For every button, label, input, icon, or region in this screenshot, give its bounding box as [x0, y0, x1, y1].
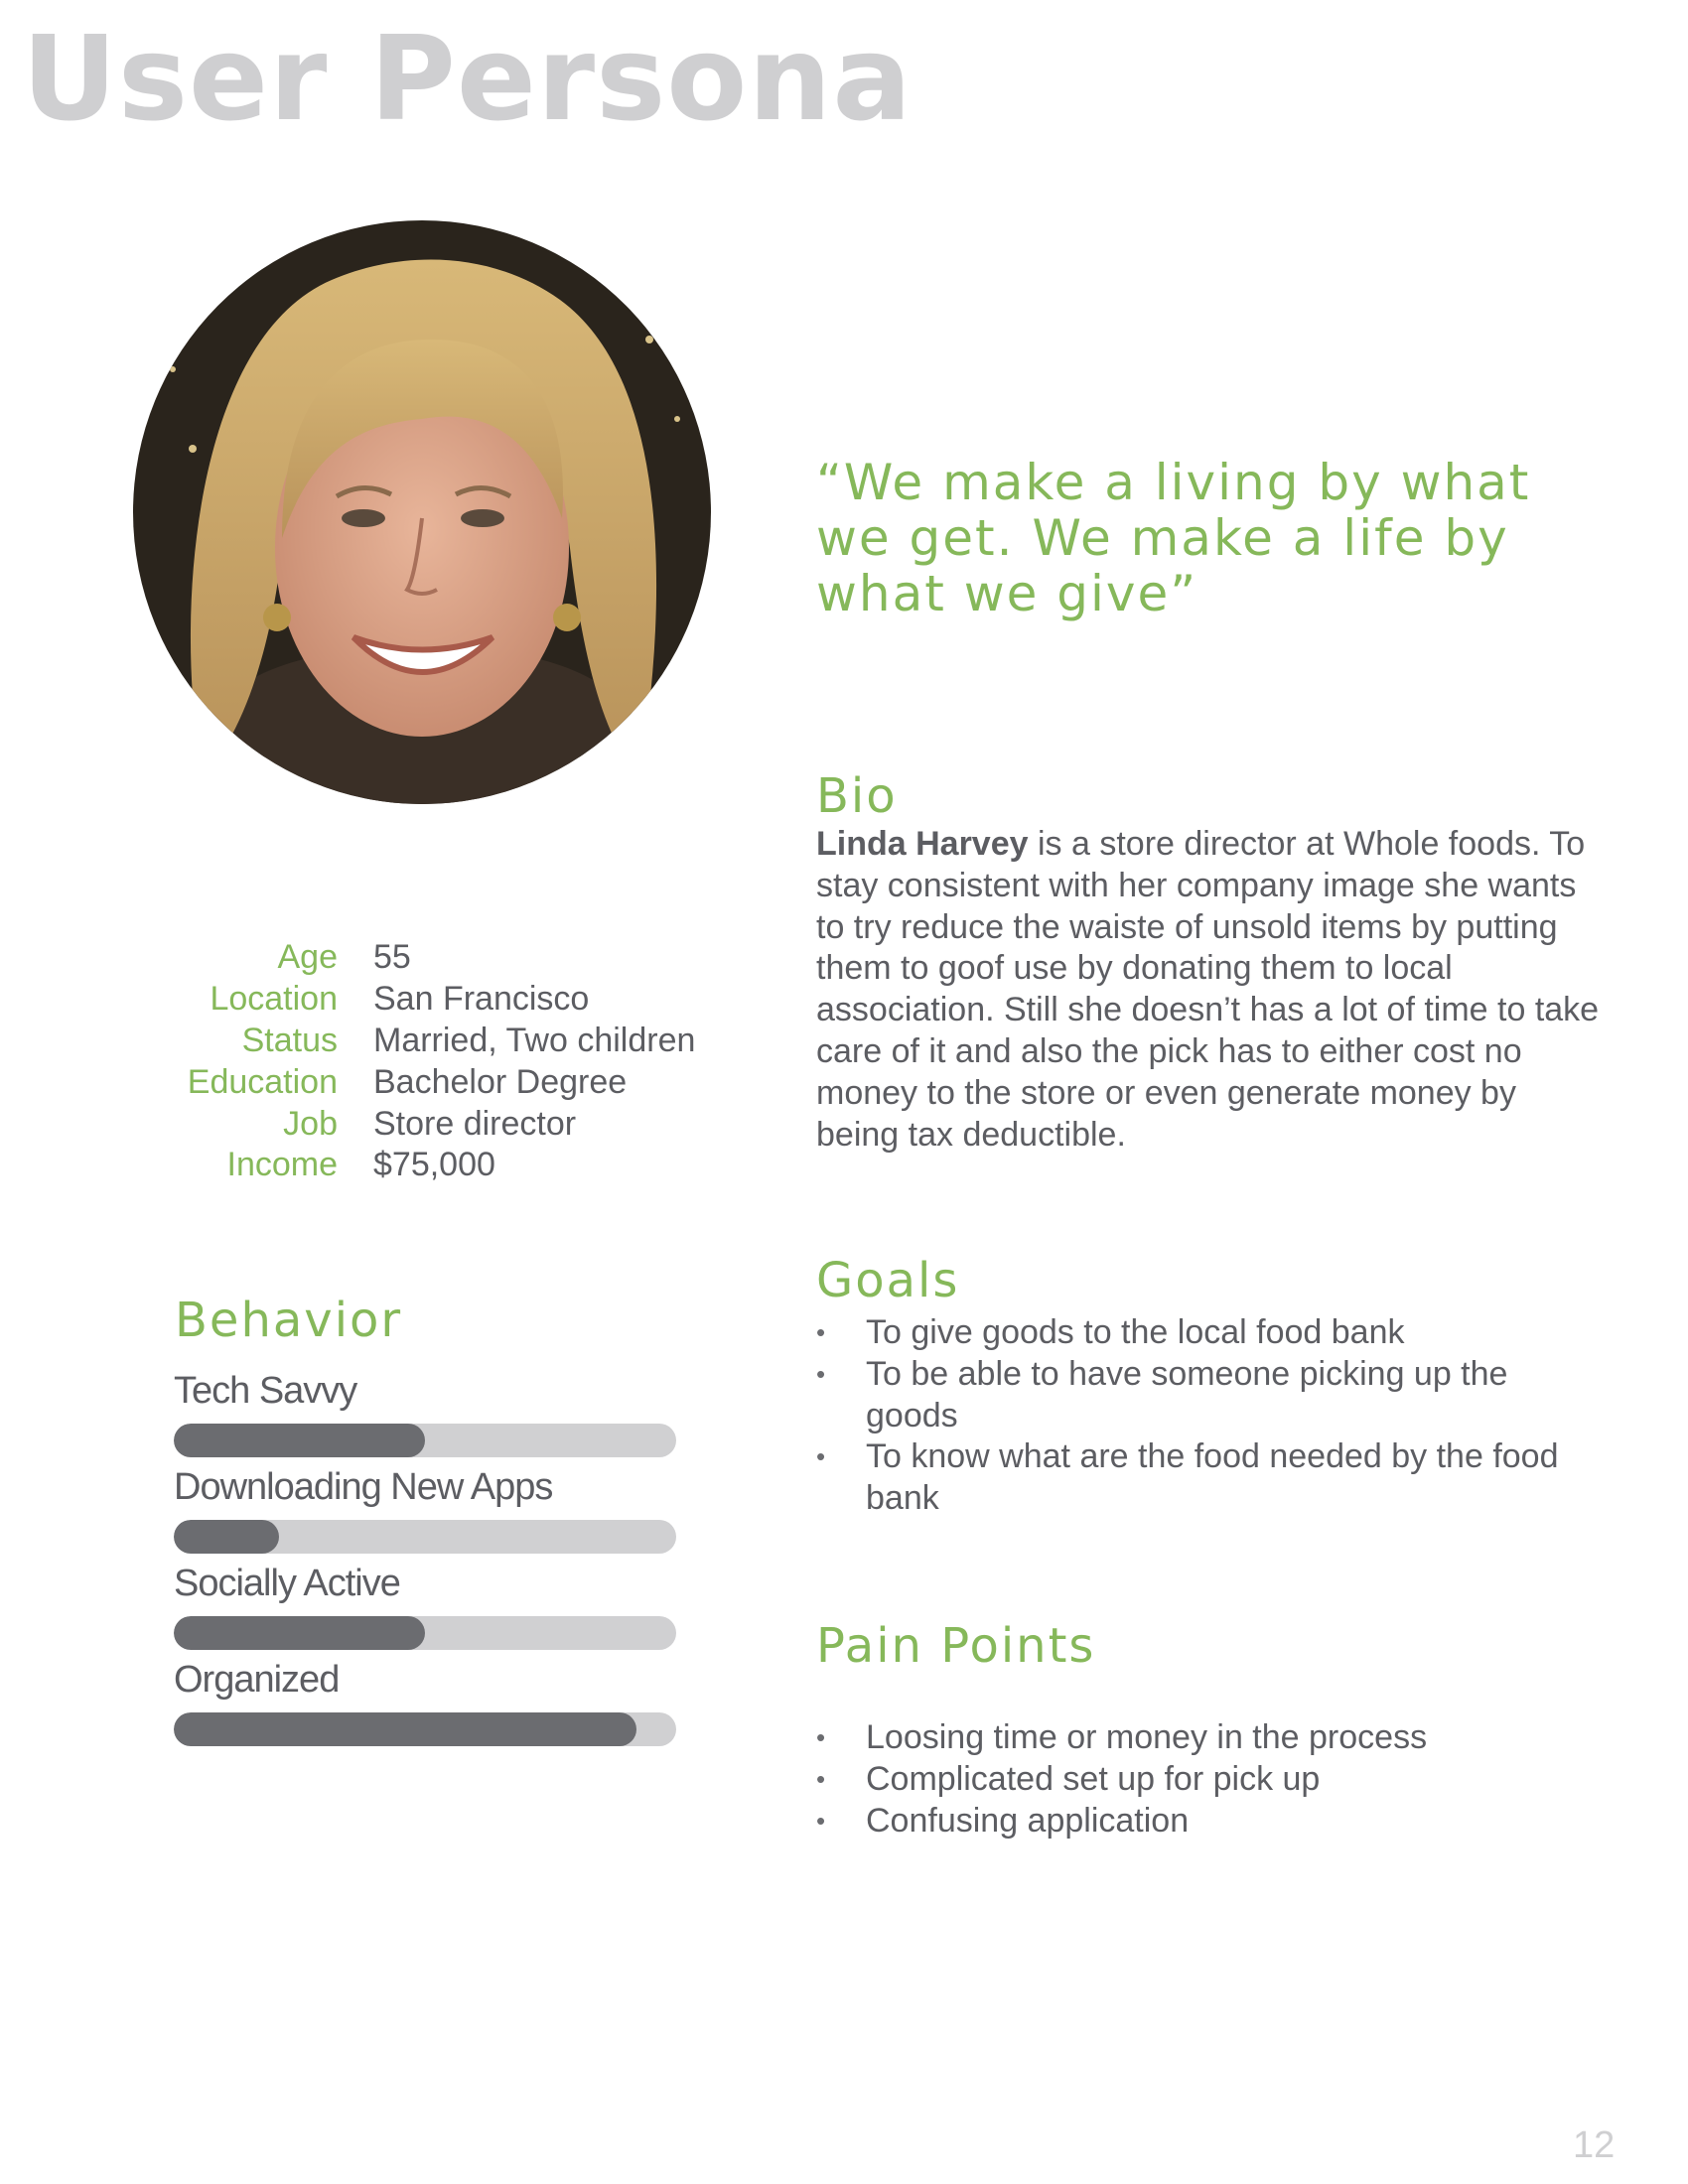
persona-name: Linda Harvey — [816, 825, 1029, 863]
trait-label: Downloading New Apps — [174, 1466, 553, 1508]
behavior-trait — [174, 1659, 680, 1755]
stat-value: Store director — [373, 1104, 577, 1143]
stat-value: 55 — [373, 938, 411, 977]
stat-row-location — [119, 979, 755, 1021]
trait-bar-track — [174, 1520, 676, 1554]
stat-value: Married, Two children — [373, 1021, 696, 1059]
stat-row-income — [119, 1145, 755, 1186]
list-item: • To know what are the food needed by the food bank — [814, 1436, 1599, 1520]
stat-label: Location — [210, 980, 338, 1019]
stat-value: San Francisco — [373, 980, 590, 1019]
persona-quote: “We make a living by what we get. We make a life by what we give” — [816, 454, 1531, 622]
stat-label: Age — [277, 938, 338, 977]
bio-text — [816, 824, 1601, 1156]
list-item: • Complicated set up for pick up — [814, 1759, 1599, 1801]
trait-bar-fill — [174, 1712, 636, 1746]
behavior-trait — [174, 1370, 680, 1466]
trait-bar-fill — [174, 1616, 425, 1650]
stat-value: $75,000 — [373, 1146, 495, 1184]
page-number: 12 — [1573, 2124, 1616, 2166]
bio-heading: Bio — [816, 768, 898, 824]
list-item: • Confusing application — [814, 1801, 1599, 1843]
trait-label: Tech Savvy — [174, 1370, 357, 1412]
trait-bar-track — [174, 1424, 676, 1457]
page-title: User Persona — [22, 10, 913, 147]
behavior-trait — [174, 1563, 680, 1659]
list-item: • To give goods to the local food bank — [814, 1312, 1599, 1354]
persona-photo-illustration — [133, 220, 711, 804]
bio-body: is a store director at Whole foods. To stay consistent with her company image she wants to try reduce the waiste of unsold items by putting them to goof use by donating them to local association. Still she doesn’t has a lot of time to take care of it and also the pick has to either cost no money to the store or even generate money by being tax deductible. — [816, 825, 1600, 1154]
goals-list — [814, 1312, 1599, 1520]
trait-label: Organized — [174, 1659, 340, 1701]
behavior-heading: Behavior — [175, 1293, 403, 1348]
list-item: • To be able to have someone picking up the goods — [814, 1354, 1599, 1437]
trait-bar-fill — [174, 1424, 425, 1457]
pain-points-list — [814, 1717, 1599, 1842]
goals-heading: Goals — [816, 1253, 960, 1308]
pain-points-heading: Pain Points — [816, 1618, 1096, 1674]
trait-bar-track — [174, 1616, 676, 1650]
stat-value: Bachelor Degree — [373, 1062, 628, 1101]
persona-photo — [133, 220, 711, 804]
trait-bar-track — [174, 1712, 676, 1746]
trait-bar-fill — [174, 1520, 279, 1554]
stat-row-education — [119, 1061, 755, 1103]
stat-label: Income — [226, 1146, 338, 1184]
demographics — [119, 937, 755, 1186]
stat-row-job — [119, 1103, 755, 1145]
behavior-bars — [174, 1370, 680, 1755]
stat-label: Status — [241, 1021, 338, 1059]
trait-label: Socially Active — [174, 1563, 400, 1604]
stat-label: Education — [187, 1062, 338, 1101]
stat-row-age — [119, 937, 755, 979]
stat-row-status — [119, 1021, 755, 1062]
behavior-trait — [174, 1466, 680, 1563]
stat-label: Job — [283, 1104, 338, 1143]
list-item: • Loosing time or money in the process — [814, 1717, 1599, 1759]
